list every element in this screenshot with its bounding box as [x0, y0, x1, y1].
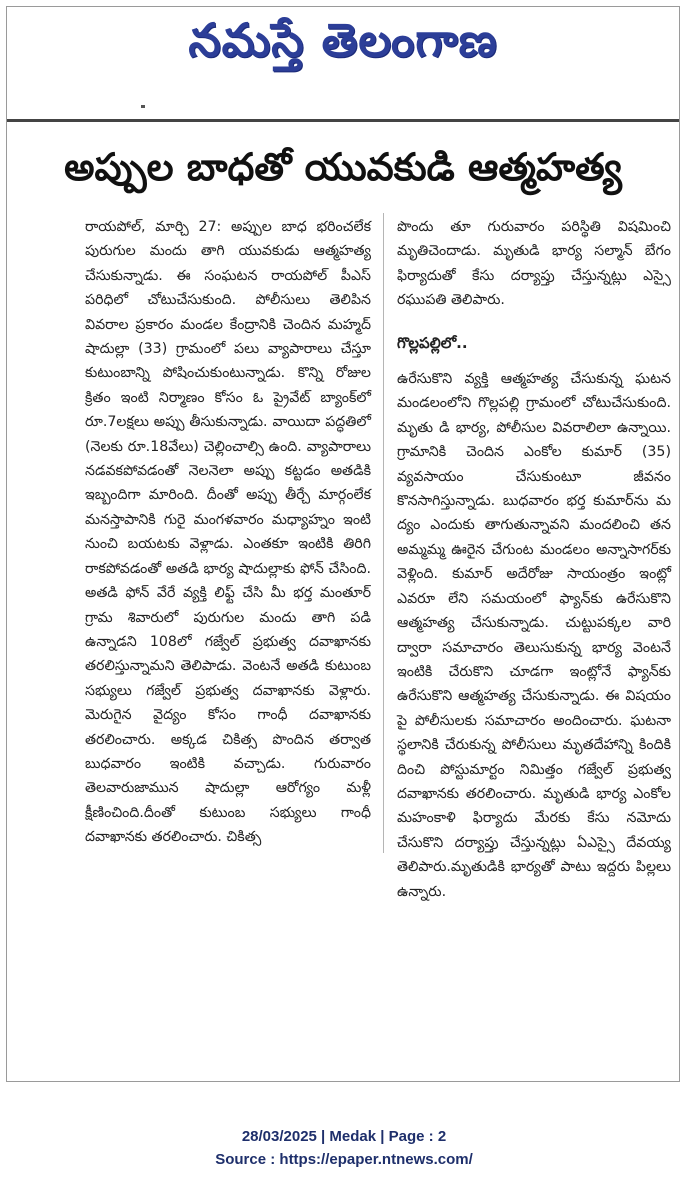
article-column-right	[397, 215, 671, 904]
article-subhead: గొల్లపల్లిలో..	[397, 333, 468, 352]
headline-rule	[7, 119, 679, 122]
divider-mark	[141, 105, 145, 108]
newspaper-logo: నమస్తే తెలంగాణ	[188, 13, 498, 67]
masthead	[7, 7, 679, 97]
footer-date-edition: 28/03/2025 | Medak | Page : 2	[241, 1128, 447, 1145]
article-headline: అప్పుల బాధతో యువకుడి ఆత్మహత్య	[64, 145, 622, 189]
footer-source: Source : https://epaper.ntnews.com/	[215, 1151, 473, 1168]
article-paragraph: ఉరేసుకొని వ్యక్తి ఆత్మహత్య చేసుకున్న ఘటన మండలంలోని గొల్లపల్లి గ్రామంలో చోటుచేసుకుంది. మృతు డి భార్య, పోలీసుల వివరాలిలా ఉన్నాయి. గ్రామానికి చెందిన ఎంకోల కుమార్ (35) వ్యవసాయం చేసుకుంటూ జీవనం కొనసాగిస్తున్నాడు. బుధవారం భర్త కుమార్‌ను మ ద్యం ఎందుకు తాగుతున్నావని మందలించి తన అమ్మమ్మ ఊరైన చేగుంట మండలం అన్నాసాగర్‌కు వెళ్లింది. కుమార్ అదేరోజు సాయంత్రం ఇంట్లో ఎవరూ లేని సమయంలో ఫ్యాన్‌కు ఉరేసుకొని ఆత్మహత్య చేసుకున్నాడు. చుట్టుపక్కల వారి ద్వారా సమాచారం తెలుసుకున్న భార్య వెంటనే ఇంటికి చేరుకొని చూడగా ఇంట్లోనే ఫ్యాన్‌కు ఉరేసుకొని ఆత్మహత్య చేసుకున్నాడు. ఈ విషయం పై పోలీసులకు సమాచారం అందించారు. ఘటనా స్థలానికి చేరుకున్న పోలీసులు మృతదేహాన్ని కిందికి దించి పోస్టుమార్టం నిమిత్తం గజ్వేల్ ప్రభుత్వ దవాఖానకు తరలించారు. మృతుడి భార్య ఎంకోల మహంకాళి ఫిర్యాదు మేరకు కేసు నమోదు చేసుకొని దర్యాప్తు చేస్తున్నట్లు ఏఎస్సై దేవయ్య తెలిపారు.మృతుడికి భార్యతో పాటు ఇద్దరు పిల్లలు ఉన్నారు.	[397, 371, 671, 900]
column-divider	[383, 213, 384, 853]
article-clipping-frame	[6, 6, 680, 1082]
article-paragraph: పొందు తూ గురువారం పరిస్థితి విషమించి మృతిచెందాడు. మృతుడి భార్య సల్మాన్ బేగం ఫిర్యాదుతో కేసు దర్యాప్తు చేస్తున్నట్లు ఎస్సై రఘుపతి తెలిపారు.	[397, 219, 671, 309]
article-column-left: రాయపోల్, మార్చి 27: అప్పుల బాధ భరించలేక పురుగుల మందు తాగి యువకుడు ఆత్మహత్య చేసుకున్నాడు. ఈ సంఘటన రాయపోల్ పీఎస్ పరిధిలో చోటుచేసుకుంది. పోలీసులు తెలిపిన వివరాల ప్రకారం మండల కేంద్రానికి చెందిన మహ్మద్ షాదుల్లా (33) గ్రామంలో పలు వ్యాపారాలు చేస్తూ కుటుంబాన్ని పోషించుకుంటున్నాడు. కొన్ని రోజుల క్రితం ఇంటి నిర్మాణం కోసం ఓ ప్రైవేట్ బ్యాంక్‌లో రూ.7లక్షలు అప్పు తీసుకున్నాడు. వాయిదా పద్ధతిలో (నెలకు రూ.18వేలు) చెల్లించాల్సి ఉంది. వ్యాపారాలు నడవకపోవడంతో నెలనెలా అప్పు కట్టడం అతడికి ఇబ్బందిగా మారింది. దీంతో అప్పు తీర్చే మార్గంలేక మనస్తాపానికి గురై మంగళవారం మధ్యాహ్నం ఇంటి నుంచి బయటకు వెళ్లాడు. ఎంతకూ ఇంటికి తిరిగి రాకపోవడంతో అతడి భార్య షాదుల్లాకు ఫోన్ చేసింది. అతడి ఫోన్ వేరే వ్యక్తి లిఫ్ట్ చేసి మీ భర్త మంతూర్ గ్రామ శివారులో పురుగుల మందు తాగి పడి ఉన్నాడని 108లో గజ్వేల్ ప్రభుత్వ దవాఖానకు తరలిస్తున్నామని తెలిపాడు. వెంటనే అతడి కుటుంబ సభ్యులు గజ్వేల్ ప్రభుత్వ దవాఖానకు వెళ్లారు. మెరుగైన వైద్యం కోసం గాంధీ దవాఖానకు తరలించారు. అక్కడ చికిత్స పొందిన తర్వాత బుధవారం ఇంటికి వచ్చాడు. గురువారం తెలవారుజామున షాదుల్లా ఆరోగ్యం మళ్లీ క్షీణించింది.దీంతో కుటుంబ సభ్యులు గాంధీ దవాఖానకు తరలించారు. చికిత్స	[85, 219, 371, 846]
